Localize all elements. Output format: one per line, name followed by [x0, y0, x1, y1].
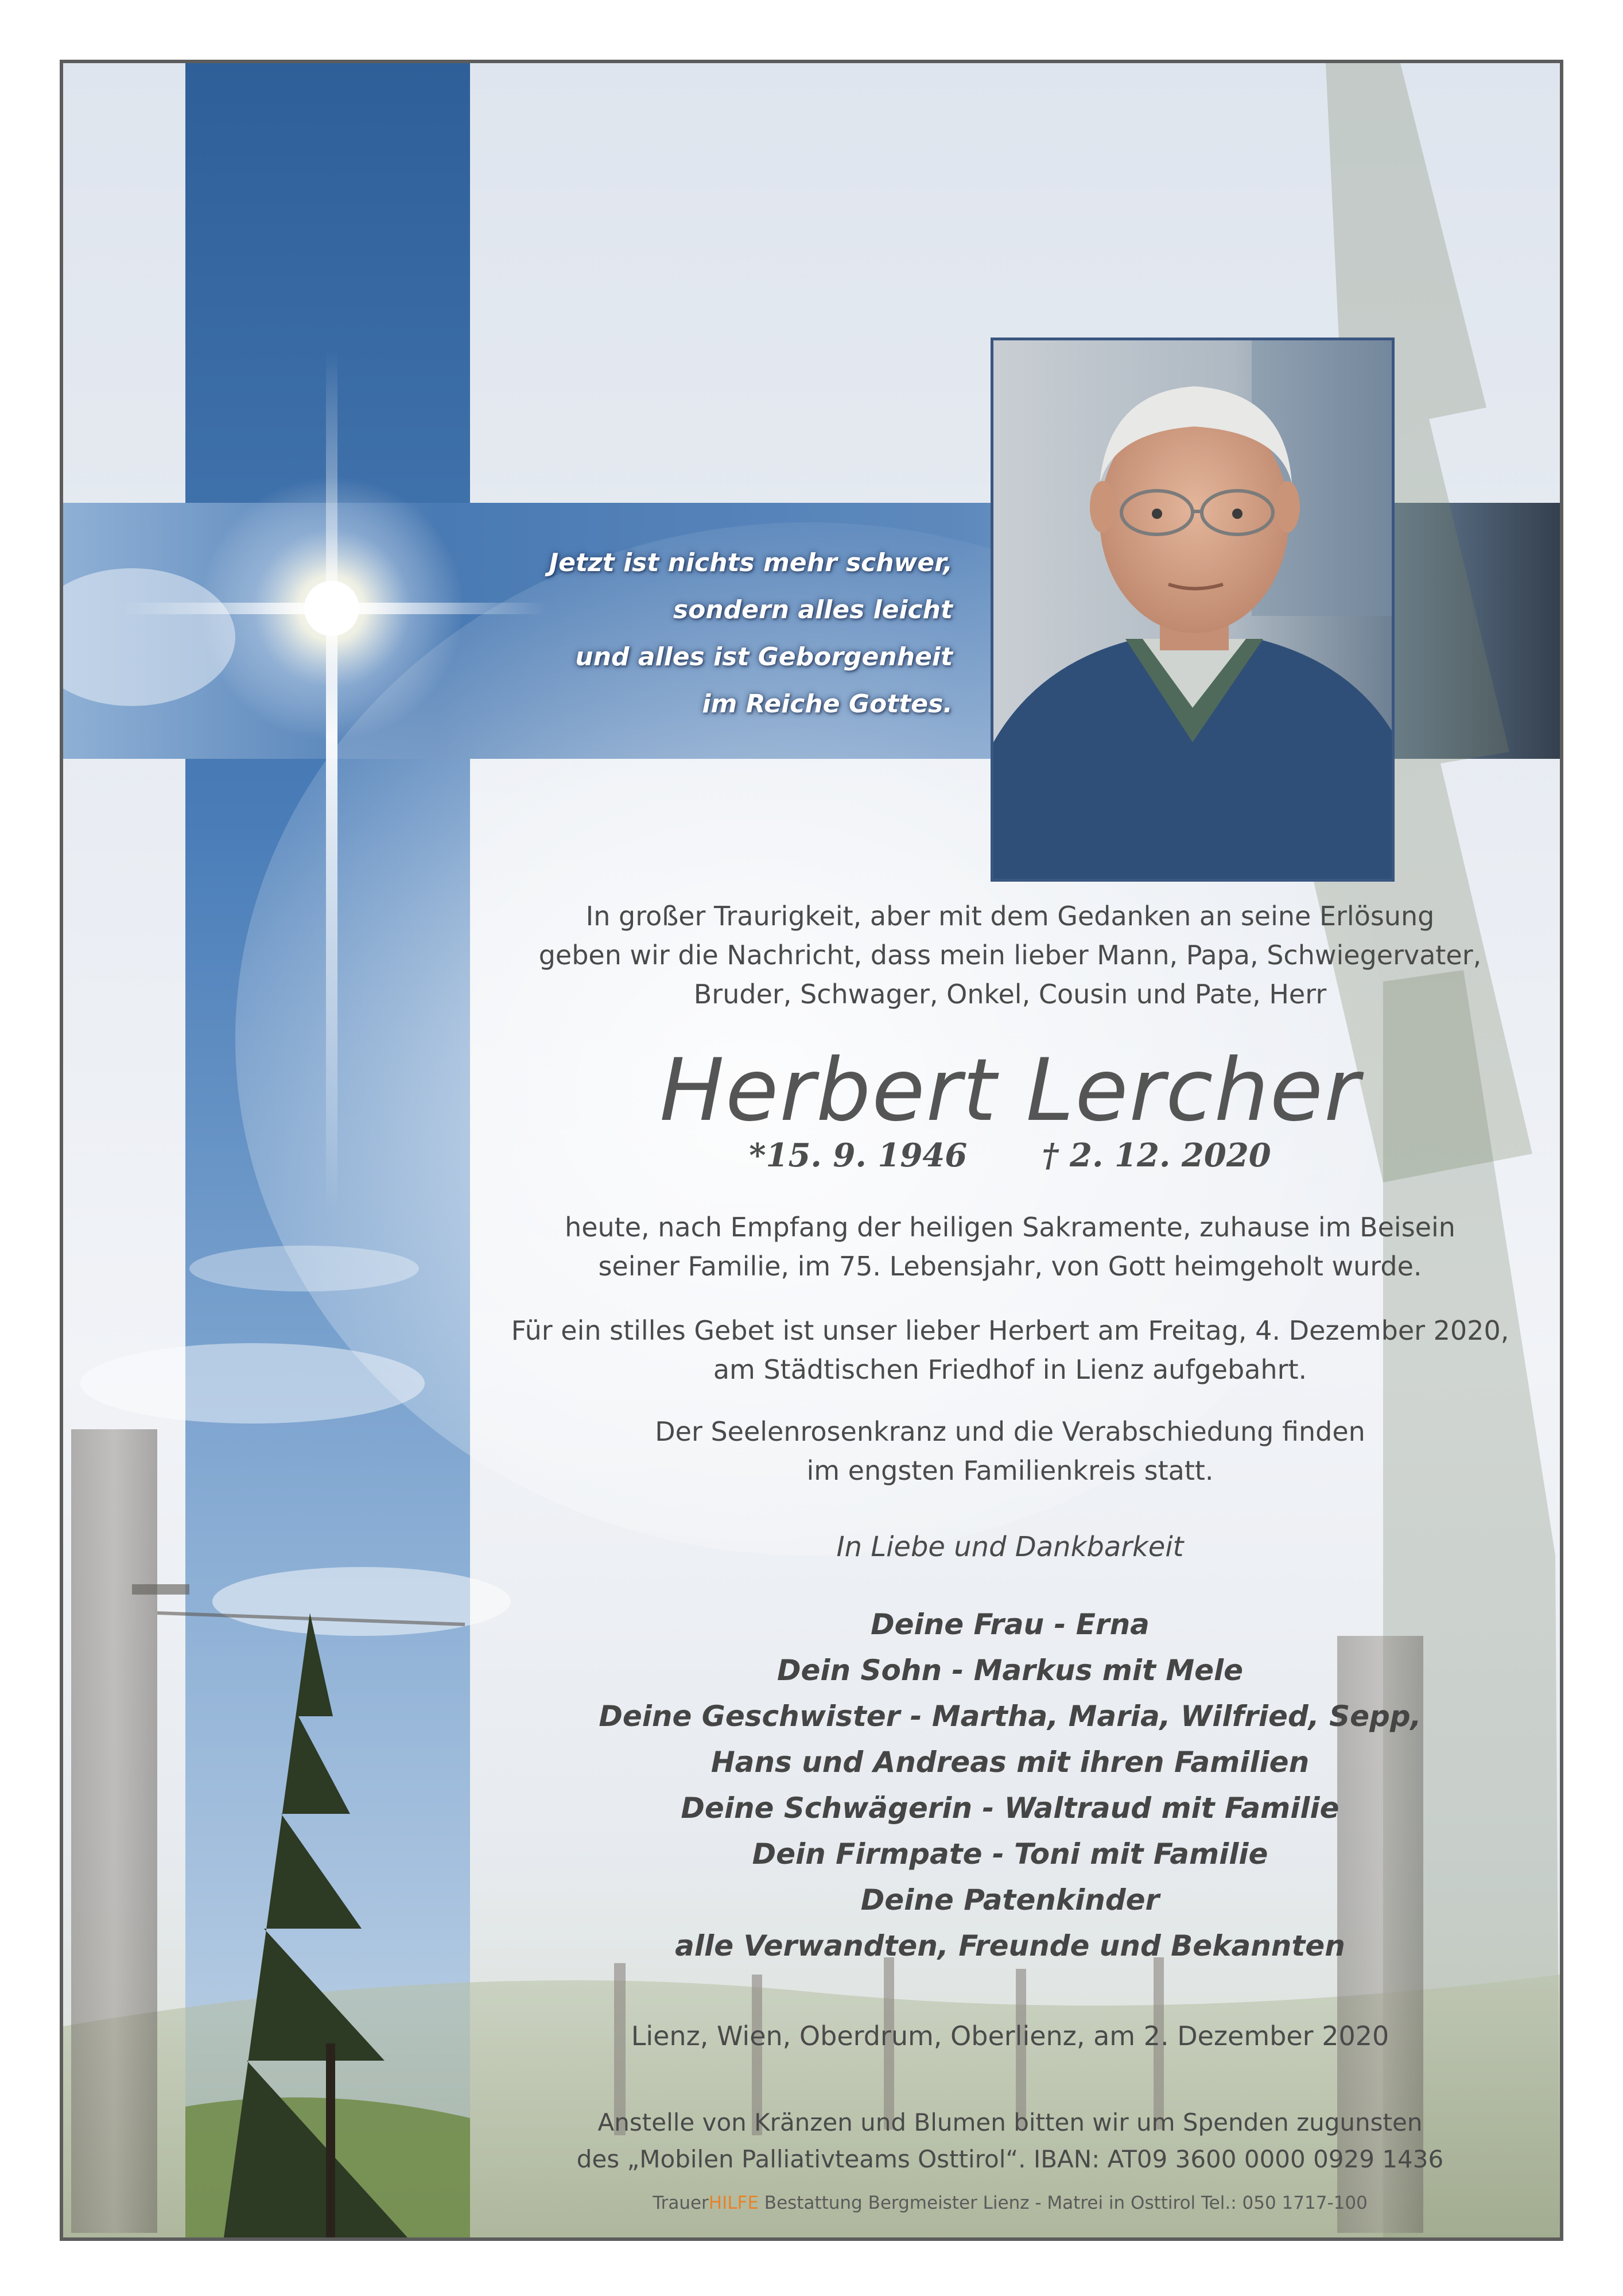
- footer-rest: Bestattung Bergmeister Lienz - Matrei in Osttirol Tel.: 050 1717-100: [758, 2193, 1368, 2213]
- deceased-name: Herbert Lercher: [659, 1041, 1361, 1141]
- portrait-image: [993, 340, 1392, 879]
- quote-line: und alles ist Geborgenheit: [575, 642, 953, 672]
- paragraph-viewing: [471, 1311, 1550, 1389]
- quote-line: Jetzt ist nichts mehr schwer,: [549, 548, 953, 577]
- death-date: † 2. 12. 2020: [1042, 1137, 1271, 1174]
- intro-text: [471, 897, 1550, 1014]
- mourner-line: Deine Schwägerin - Waltraud mit Familie: [681, 1791, 1339, 1825]
- undertaker-footer: [471, 2190, 1550, 2216]
- thanks-heading: In Liebe und Dankbarkeit: [836, 1531, 1184, 1563]
- paragraph-rosary: [471, 1412, 1550, 1490]
- life-dates: [471, 1135, 1550, 1176]
- mourner-line: Deine Frau - Erna: [871, 1608, 1150, 1641]
- quote-line: sondern alles leicht: [673, 595, 953, 625]
- quote-text: [436, 540, 953, 728]
- birth-date: *15. 9. 1946: [749, 1137, 968, 1174]
- intro-line: Bruder, Schwager, Onkel, Cousin und Pate, Herr: [693, 979, 1327, 1010]
- paragraph-line: Der Seelenrosenkranz und die Verabschiedung finden: [655, 1416, 1365, 1447]
- mourner-line: Deine Patenkinder: [860, 1883, 1160, 1917]
- paragraph-line: am Städtischen Friedhof in Lienz aufgebahrt.: [713, 1354, 1307, 1385]
- mourner-line: alle Verwandten, Freunde und Bekannten: [675, 1929, 1345, 1963]
- paragraph-line: Für ein stilles Gebet ist unser lieber Herbert am Freitag, 4. Dezember 2020,: [511, 1315, 1509, 1346]
- donation-line: Anstelle von Kränzen und Blumen bitten wir um Spenden zugunsten: [597, 2108, 1423, 2136]
- mourners-list: [471, 1601, 1550, 1969]
- paragraph-passing: [471, 1208, 1550, 1286]
- footer-prefix: Trauer: [653, 2193, 709, 2213]
- paragraph-line: im engsten Familienkreis statt.: [806, 1455, 1214, 1486]
- donation-line: des „Mobilen Palliativteams Osttirol“. IBAN: AT09 3600 0000 0929 1436: [576, 2145, 1444, 2173]
- mourner-line: Hans und Andreas mit ihren Familien: [710, 1746, 1310, 1779]
- footer-highlight: HILFE: [708, 2193, 759, 2213]
- paragraph-line: seiner Familie, im 75. Lebensjahr, von Gott heimgeholt wurde.: [598, 1251, 1422, 1282]
- mourner-line: Dein Sohn - Markus mit Mele: [776, 1654, 1244, 1687]
- quote-line: im Reiche Gottes.: [702, 689, 953, 719]
- mourner-line: Deine Geschwister - Martha, Maria, Wilfried, Sepp,: [599, 1700, 1422, 1733]
- intro-line: geben wir die Nachricht, dass mein lieber Mann, Papa, Schwiegervater,: [538, 940, 1482, 971]
- portrait-photo: [991, 338, 1395, 882]
- paragraph-line: heute, nach Empfang der heiligen Sakramente, zuhause im Beisein: [565, 1212, 1455, 1243]
- mourner-line: Dein Firmpate - Toni mit Familie: [752, 1837, 1268, 1871]
- donation-note: [471, 2104, 1550, 2178]
- intro-line: In großer Traurigkeit, aber mit dem Gedanken an seine Erlösung: [585, 901, 1435, 932]
- place-and-date: Lienz, Wien, Oberdrum, Oberlienz, am 2. Dezember 2020: [631, 2020, 1389, 2051]
